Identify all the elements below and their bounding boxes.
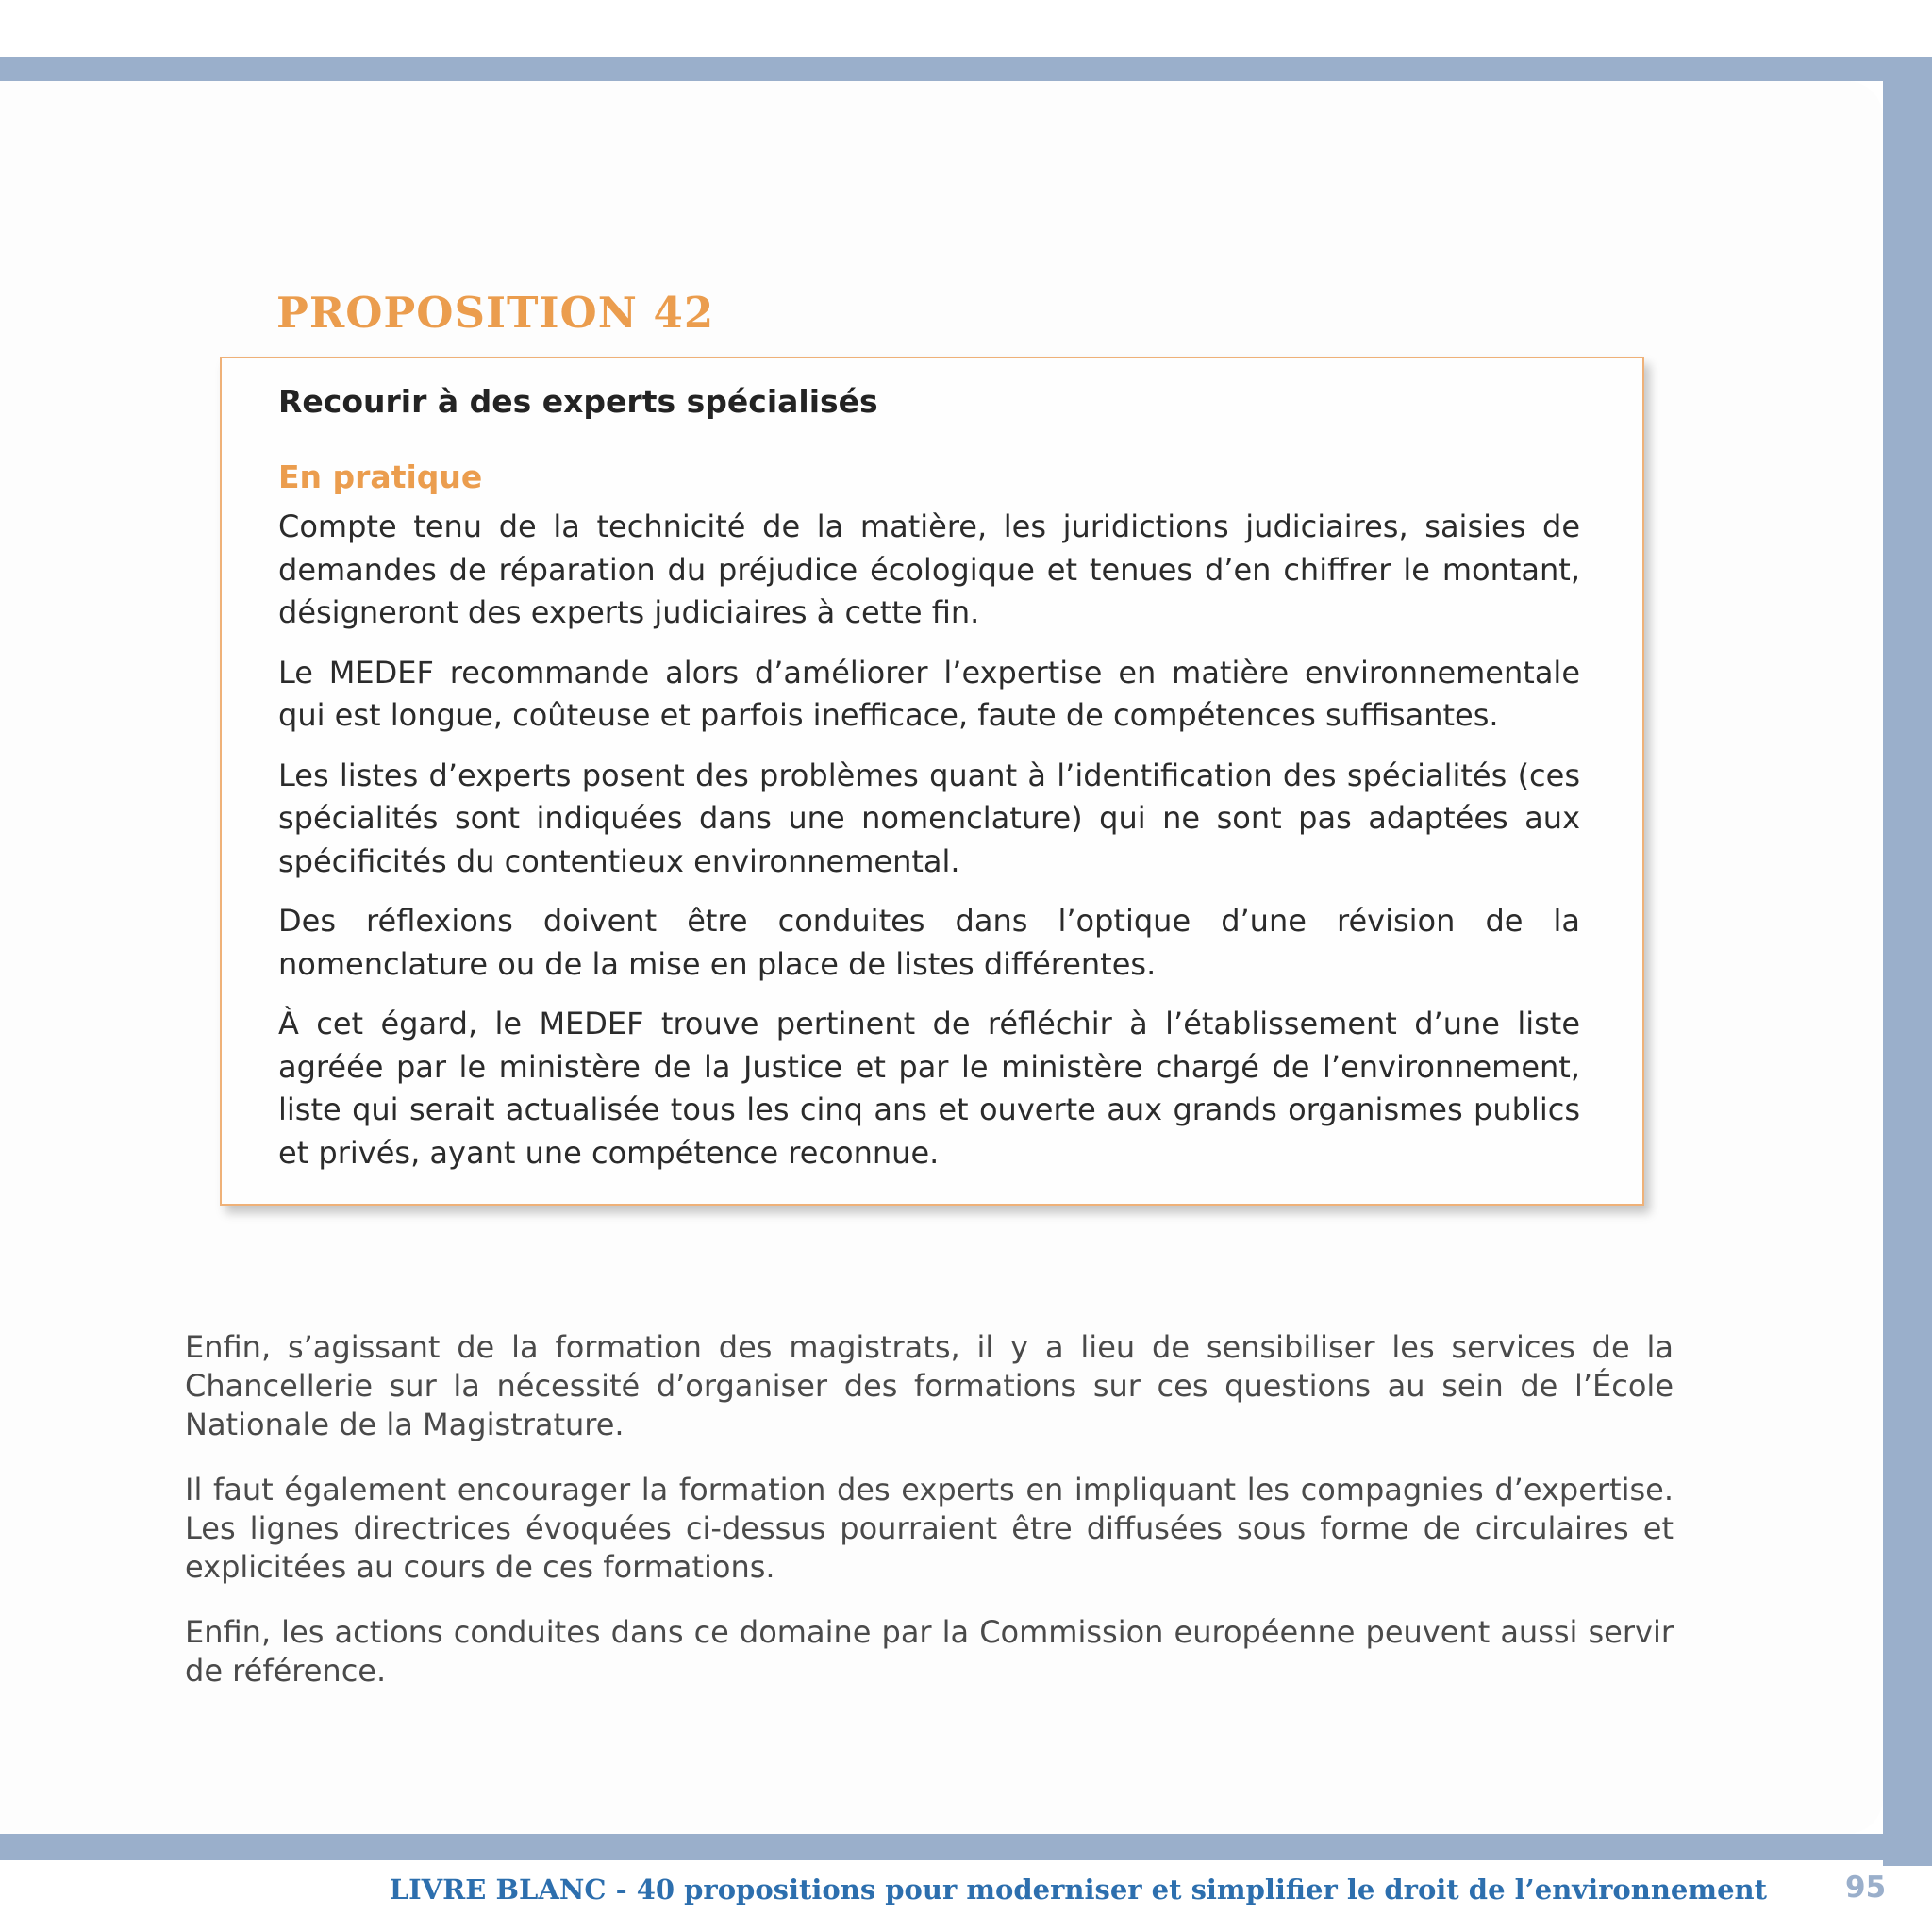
body-paragraph: Enfin, les actions conduites dans ce domaine par la Commission européenne peuvent aussi servir de référence. — [185, 1614, 1674, 1689]
proposition-heading: Recourir à des experts spécialisés — [278, 383, 878, 420]
proposition-box — [220, 357, 1644, 1206]
body-text — [185, 1328, 1674, 1717]
body-paragraph: Enfin, s’agissant de la formation des magistrats, il y a lieu de sensibiliser les services de la Chancellerie sur la nécessité d’organiser des formations sur ces questions au sein de l’École Nationale de la Magistrature. — [185, 1329, 1674, 1442]
proposition-paragraph: Des réflexions doivent être conduites dans l’optique d’une révision de la nomenclature ou de la mise en place de listes différentes. — [278, 903, 1580, 982]
proposition-title: PROPOSITION 42 — [276, 288, 715, 338]
frame-right-band — [1883, 57, 1932, 1866]
body-paragraph: Il faut également encourager la formation des experts en impliquant les compagnies d’expertise. Les lignes directrices évoquées ci-dessus pourraient être diffusées sous forme de circulaires et explicitées au cours de ces formations. — [185, 1472, 1674, 1585]
footer-title: LIVRE BLANC - 40 propositions pour moderniser et simplifier le droit de l’environnement — [389, 1874, 1767, 1906]
proposition-paragraph: Les listes d’experts posent des problèmes quant à l’identification des spécialités (ces spécialités sont indiquées dans une nomenclature) qui ne sont pas adaptées aux spécificités du contentieux environnemental. — [278, 757, 1580, 879]
frame-top-band — [0, 57, 1932, 81]
proposition-paragraph: Le MEDEF recommande alors d’améliorer l’expertise en matière environnementale qui est longue, coûteuse et parfois inefficace, faute de compétences suffisantes. — [278, 654, 1580, 733]
proposition-paragraph: Compte tenu de la technicité de la matière, les juridictions judiciaires, saisies de demandes de réparation du préjudice écologique et tenues d’en chiffrer le montant, désigneront des experts judiciaires à cette fin. — [278, 508, 1580, 630]
proposition-subheading: En pratique — [278, 458, 483, 495]
frame-bottom-band — [0, 1834, 1932, 1860]
proposition-paragraph: À cet égard, le MEDEF trouve pertinent de réfléchir à l’établissement d’une liste agréée par le ministère de la Justice et par le ministère chargé de l’environnement, liste qui serait actualisée tous les cinq ans et ouverte aux grands organismes publics et privés, ayant une compétence reconnue. — [278, 1006, 1580, 1171]
page-number: 95 — [1845, 1871, 1887, 1905]
